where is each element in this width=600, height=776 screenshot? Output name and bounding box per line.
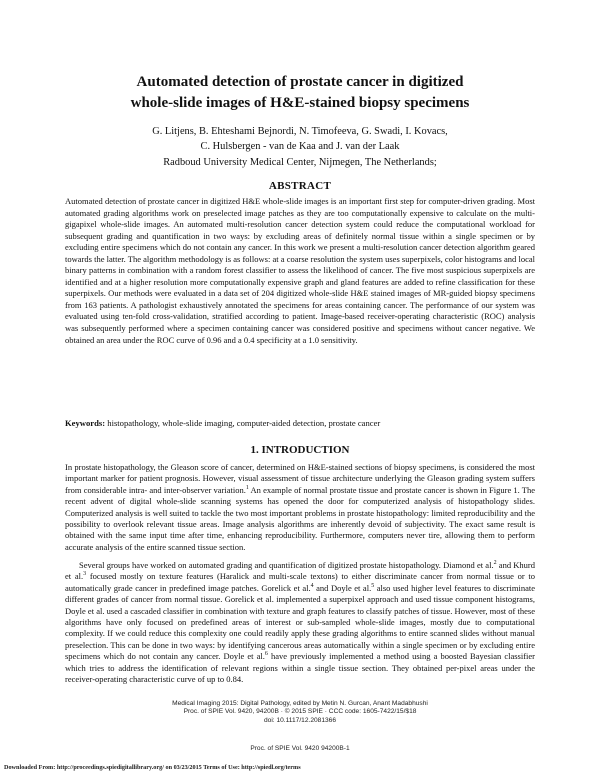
authors-line-2: C. Hulsbergen - van de Kaa and J. van der Laak: [200, 141, 400, 152]
doi-line[interactable]: doi: 10.1117/12.2081366: [264, 716, 336, 724]
citation-2[interactable]: 2: [493, 560, 497, 567]
section-heading-introduction: 1. INTRODUCTION: [250, 444, 350, 456]
intro-p1-text-b: An example of normal prostate tissue and prostate cancer is shown in Figure 1. The recent advent of digital whole-slide scanning systems has opened the door for computerized analysis of histopathology slides. Computerized analysis is well suited to tackle the two most important problems in prostate histopathology: limited reproducibility and the possibility to overlook relevant tissue areas. Image analysis algorithms are inherently devoid of subjectivity. The exact same result is obtained with the same input time after time, enhancing reproducibility. Furthermore, computers never tire, allowing them to perform accurate analysis of the entire scanned tissue section.: [65, 484, 535, 552]
keywords: [65, 418, 535, 429]
keywords-text: histopathology, whole-slide imaging, computer-aided detection, prostate cancer: [107, 418, 381, 428]
abstract-text: Automated detection of prostate cancer in digitized H&E whole-slide images is an important first step for computer-driven grading. Most automated grading algorithms work on preselected image patches as they are too computationally expensive to calculate on the multi-gigapixel whole-slide images. An automated multi-resolution cancer detection system could reduce the computational workload for subsequent grading and quantification in two ways: by excluding areas of definitely normal tissue within a single specimen or by excluding entire specimens which do not contain any cancer. In this work we present a multi-resolution cancer detection algorithm geared towards the latter. The algorithm methodology is as follows: at a coarse resolution the system uses superpixels, color histograms and local binary patterns in combination with a random forest classifier to assess the likelihood of cancer. The five most suspicious superpixels are identified and at a higher resolution more computationally expensive graph and gland features are added to refine classification for these superpixels. Our methods were evaluated in a data set of 204 digitized whole-slide H&E stained images of MR-guided biopsy specimens from 163 patients. A pathologist exhaustively annotated the specimens for areas containing cancer. The performance of our system was evaluated using ten-fold cross-validation, stratified according to patient. Image-based receiver-operating characteristic (ROC) analysis was subsequently performed where a specimen containing cancer was considered positive and specimens without cancer negative. We obtained an area under the ROC curve of 0.96 and a 0.4 specificity at a 1.0 sensitivity.: [65, 196, 535, 345]
download-notice: Downloaded From: http://proceedings.spiedigitallibrary.org/ on 03/23/2015 Terms of Use: http://spiedl.org/terms: [4, 764, 301, 771]
title-line-1: Automated detection of prostate cancer in digitized: [136, 74, 464, 90]
intro-paragraph-1: [65, 462, 535, 553]
citation-3[interactable]: 3: [83, 571, 87, 578]
abstract-heading: ABSTRACT: [268, 180, 332, 192]
intro-p1-text-a: In prostate histopathology, the Gleason score of cancer, determined on H&E-stained sections of biopsy specimens, is considered the most important marker for patient prognosis. However, visual assessment of tissue architecture underlying the Gleason grading system suffers from considerable intra- and inter-observer variation.: [65, 462, 535, 495]
keywords-label: Keywords:: [65, 418, 106, 428]
authors-line-1: G. Litjens, B. Ehteshami Bejnordi, N. Timofeeva, G. Swadi, I. Kovacs,: [152, 126, 448, 137]
intro-p2-text-d: and Doyle et al.: [313, 582, 372, 593]
citation-1[interactable]: 1: [245, 484, 249, 491]
publication-line-1: Medical Imaging 2015: Digital Pathology, edited by Metin N. Gurcan, Anant Madabhushi: [172, 700, 428, 707]
author-list: [70, 124, 530, 154]
publication-info: [150, 700, 450, 725]
intro-p2-text-b: and Khurd et al.: [65, 560, 535, 582]
intro-p2-text-a: Several groups have worked on automated grading and quantification of digitized prostate histopathology. Diamond et al.: [79, 560, 494, 570]
citation-4[interactable]: 4: [310, 582, 314, 589]
title-line-2: whole-slide images of H&E-stained biopsy specimens: [130, 95, 470, 111]
page-reference: Proc. of SPIE Vol. 9420 94200B-1: [250, 745, 350, 752]
publication-line-2: Proc. of SPIE Vol. 9420, 94200B · © 2015 SPIE · CCC code: 1605-7422/15/$18: [183, 708, 417, 716]
intro-p2-text-c: focused mostly on texture features (Haralick and multi-scale textons) to either discriminate cancer from normal tissue or to automatically grade cancer in predefined image patches. Gorelick et al.: [65, 571, 535, 593]
citation-6[interactable]: 6: [264, 651, 268, 658]
paper-title: [60, 72, 540, 114]
affiliation: Radboud University Medical Center, Nijmegen, The Netherlands;: [163, 157, 437, 168]
intro-p2-text-e: also used higher level features to discriminate different grades of cancer from normal tissue. Gorelick et al. implemented a superpixel approach and used tissue component histograms, Doyle et al. used a cascaded classifier in combination with texture and graph features to classify patches of tissue. However, most of these algorithms have only focused on predefined areas of interest or sub-sampled whole-slide images, mostly due to computational complexity. If we could reduce this complexity one could readily apply these grading algorithms to entire scanned slides without manual preselection. This can be done in two ways: by identifying cancerous areas automatically within a single specimen or by excluding entire specimens which do not contain any cancer. Doyle et al.: [65, 582, 535, 662]
citation-5[interactable]: 5: [371, 582, 375, 589]
intro-paragraph-2: [65, 560, 535, 685]
intro-p2-text-f: have previously implemented a method using a boosted Bayesian classifier which tries to address the identification of relevant regions within a single tissue section. They obtained per-pixel areas under the receiver-operating characteristic curve of up to 0.84.: [65, 651, 536, 685]
